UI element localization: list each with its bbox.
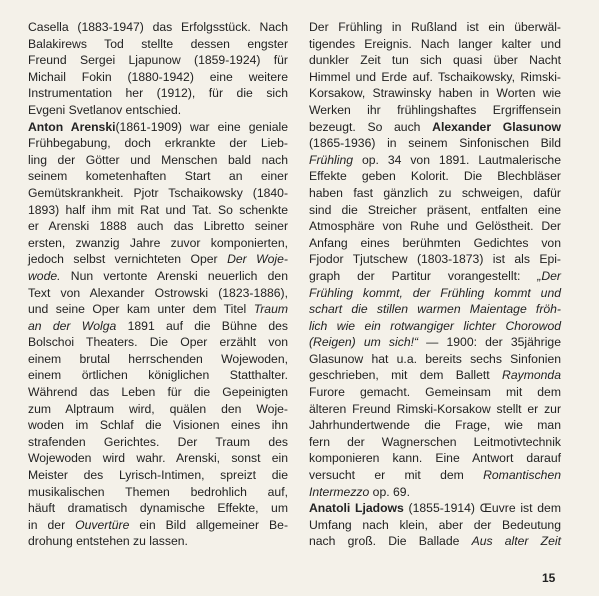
text-line: komponieren kann. Eine Antwort darauf — [309, 451, 561, 466]
text-line: älteren Freund Rimski-Korsakow stellt er zur — [309, 401, 561, 416]
right-text-column — [309, 19, 561, 550]
text-segment: „Der — [537, 268, 561, 283]
text-segment: Anatoli Ljadows — [309, 501, 404, 516]
text-segment: Der Woje- — [227, 252, 288, 267]
text-line — [309, 152, 561, 169]
text-line: musikalischen Themen bedrohlich auf, — [28, 484, 288, 499]
text-line — [28, 251, 288, 268]
text-segment: Nun vertonte Arenski neuerlich den — [60, 268, 288, 283]
text-segment: — 1900: der 35jährige — [418, 335, 561, 350]
text-segment: Frühling — [309, 152, 354, 167]
text-line: Balakirews Tod stellte dessen engster — [28, 36, 288, 51]
text-line — [309, 334, 561, 351]
left-text-column — [28, 19, 288, 550]
text-line: haben fast gänzlich zu schweigen, dafür — [309, 185, 561, 200]
text-segment: und seine Oper kam unter dem Titel — [28, 302, 254, 317]
text-line — [309, 500, 561, 517]
text-segment: Raymonda — [502, 368, 561, 383]
text-line — [28, 119, 288, 136]
text-line: Jahrhundertwende die Frage, wie man — [309, 418, 561, 433]
text-line: Meister des Lyrisch-Intimen, spreizt die — [28, 468, 288, 483]
text-line: sind die Streicher präsent, entfalten eine — [309, 202, 561, 217]
text-line: Frühbegabung, doch erkrankte der Lieb- — [28, 136, 288, 151]
text-line: Freund Sergei Ljapunow (1859-1924) für — [28, 53, 288, 68]
text-segment: in der — [28, 517, 76, 532]
text-line: Fjodor Tjutschew (1803-1873) ist als Epi- — [309, 252, 561, 267]
text-line: er Arenski 1888 auch das Libretto seiner — [28, 219, 288, 234]
text-segment: nach groß. Die Ballade — [309, 534, 472, 549]
text-line: Text von Alexander Ostrowski (1823-1886), — [28, 285, 288, 300]
text-segment: wode. — [28, 268, 61, 283]
text-line: Bolschoi Theaters. Die Oper erzählt von — [28, 335, 288, 350]
text-segment: op. 69. — [369, 484, 410, 499]
text-line: lich wie ein rotwangiger lichter Chorowod — [309, 318, 561, 333]
text-line: Wojewoden wird wahr. Arenski, sonst ein — [28, 451, 288, 466]
text-segment: Traum — [253, 302, 288, 317]
text-line — [28, 268, 288, 285]
text-segment: op. 34 von 1891. Lautmalerische — [353, 152, 561, 167]
text-line: Effekte geben Kolorit. Die Blechbläser — [309, 169, 561, 184]
text-line: Gemütskrankheit. Pjotr Tschaikowsky (1840- — [28, 185, 288, 200]
text-line: woden im Schlaf die Visionen eines ihn — [28, 418, 288, 433]
text-segment: Anton Arenski — [28, 119, 116, 134]
text-segment: ein Bild allgemeiner Be- — [129, 517, 288, 532]
text-line: zum Alptraum wird, quälen den Woje- — [28, 401, 288, 416]
text-line: Furore gemacht. Gemeinsam mit dem — [309, 385, 561, 400]
text-line — [28, 517, 288, 534]
page-number: 15 — [542, 571, 556, 585]
text-line: schart die stillen warmen Maientage fröh- — [309, 302, 561, 317]
text-line: strafenden Gerichtes. Der Traum des — [28, 434, 288, 449]
text-line: Instrumentation her (1912), für die sich — [28, 86, 288, 101]
text-segment: bezeugt. So auch — [309, 119, 433, 134]
text-segment: Ouvertüre — [75, 517, 130, 532]
text-line: ersten, zwanzig Jahre zuvor komponierten, — [28, 235, 288, 250]
text-segment: Romantischen — [483, 468, 561, 483]
text-segment: 1891 auf die Bühne des — [116, 318, 288, 333]
text-line: drohung entstehen zu lassen. — [28, 534, 188, 549]
text-line: Atmosphäre von Ruhe und Gelöstheit. Der — [309, 219, 561, 234]
text-line: ling der Götter und Menschen bald nach — [28, 152, 288, 167]
text-line — [309, 268, 561, 285]
text-line: tigendes Ereignis. Nach langer kalter und — [309, 36, 561, 51]
text-line: 1893) half ihm mit Rat und Tat. So schenkte — [28, 202, 288, 217]
text-line: Evgeni Svetlanov entschied. — [28, 102, 182, 117]
text-line: dunkler Zeit tun sich quasi über Nacht — [309, 53, 561, 68]
text-line: Werken ihr frühlingshaftes Ergriffensein — [309, 102, 561, 117]
text-line: einem örtlichen königlichen Statthalter. — [28, 368, 288, 383]
text-line — [28, 318, 288, 335]
text-segment: (Reigen) um sich!“ — [309, 335, 419, 350]
text-segment: graph der Partitur vorangestellt: — [309, 268, 538, 283]
text-line: (1865-1936) in seinem Sinfonischen Bild — [309, 136, 561, 151]
text-segment: (1855-1914) Œuvre ist dem — [403, 501, 561, 516]
text-segment: Aus alter Zeit — [471, 534, 561, 549]
text-line — [309, 467, 561, 484]
text-segment: (1861-1909) war eine geniale — [115, 119, 289, 134]
text-line — [28, 301, 288, 318]
text-line: Glasunow hat u.a. bereits sechs Sinfonien — [309, 351, 561, 366]
text-line — [309, 119, 561, 136]
text-line: Michail Fokin (1880-1942) eine weitere — [28, 69, 288, 84]
text-line: Umfang nach klein, aber der Bedeutung — [309, 517, 561, 532]
text-segment: Alexander Glasunow — [432, 119, 561, 134]
text-line: Himmel und Erde auf. Tschaikowsky, Rimski- — [309, 69, 561, 84]
text-line: Während das Leben für die Gepeinigten — [28, 385, 288, 400]
text-segment: Intermezzo — [309, 484, 370, 499]
text-line: seinem kometenhaften Start an einer — [28, 169, 288, 184]
text-line: häuft dramatisch dynamische Effekte, um — [28, 501, 288, 516]
text-segment: geschrieben, mit dem Ballett — [309, 368, 503, 383]
text-segment: versucht er mit dem — [309, 468, 484, 483]
text-line — [309, 367, 561, 384]
text-line: Korsakow, Strawinsky haben in Worten wie — [309, 86, 561, 101]
text-line: fern der Wagnerschen Leitmotivtechnik — [309, 434, 561, 449]
text-line: Frühling kommt, der Frühling kommt und — [309, 285, 561, 300]
text-line: Der Frühling in Rußland ist ein überwäl- — [309, 20, 561, 34]
text-line: Casella (1883-1947) das Erfolgsstück. Nach — [28, 20, 288, 34]
text-segment: an der Wolga — [28, 318, 117, 333]
text-line: Anfang eines berühmten Gedichtes von — [309, 235, 561, 250]
text-line — [309, 484, 561, 501]
text-line: einem brutal herrschenden Wojewoden, — [28, 351, 288, 366]
text-segment: jedoch selbst vernichteten Oper — [28, 252, 228, 267]
text-line — [309, 533, 561, 550]
